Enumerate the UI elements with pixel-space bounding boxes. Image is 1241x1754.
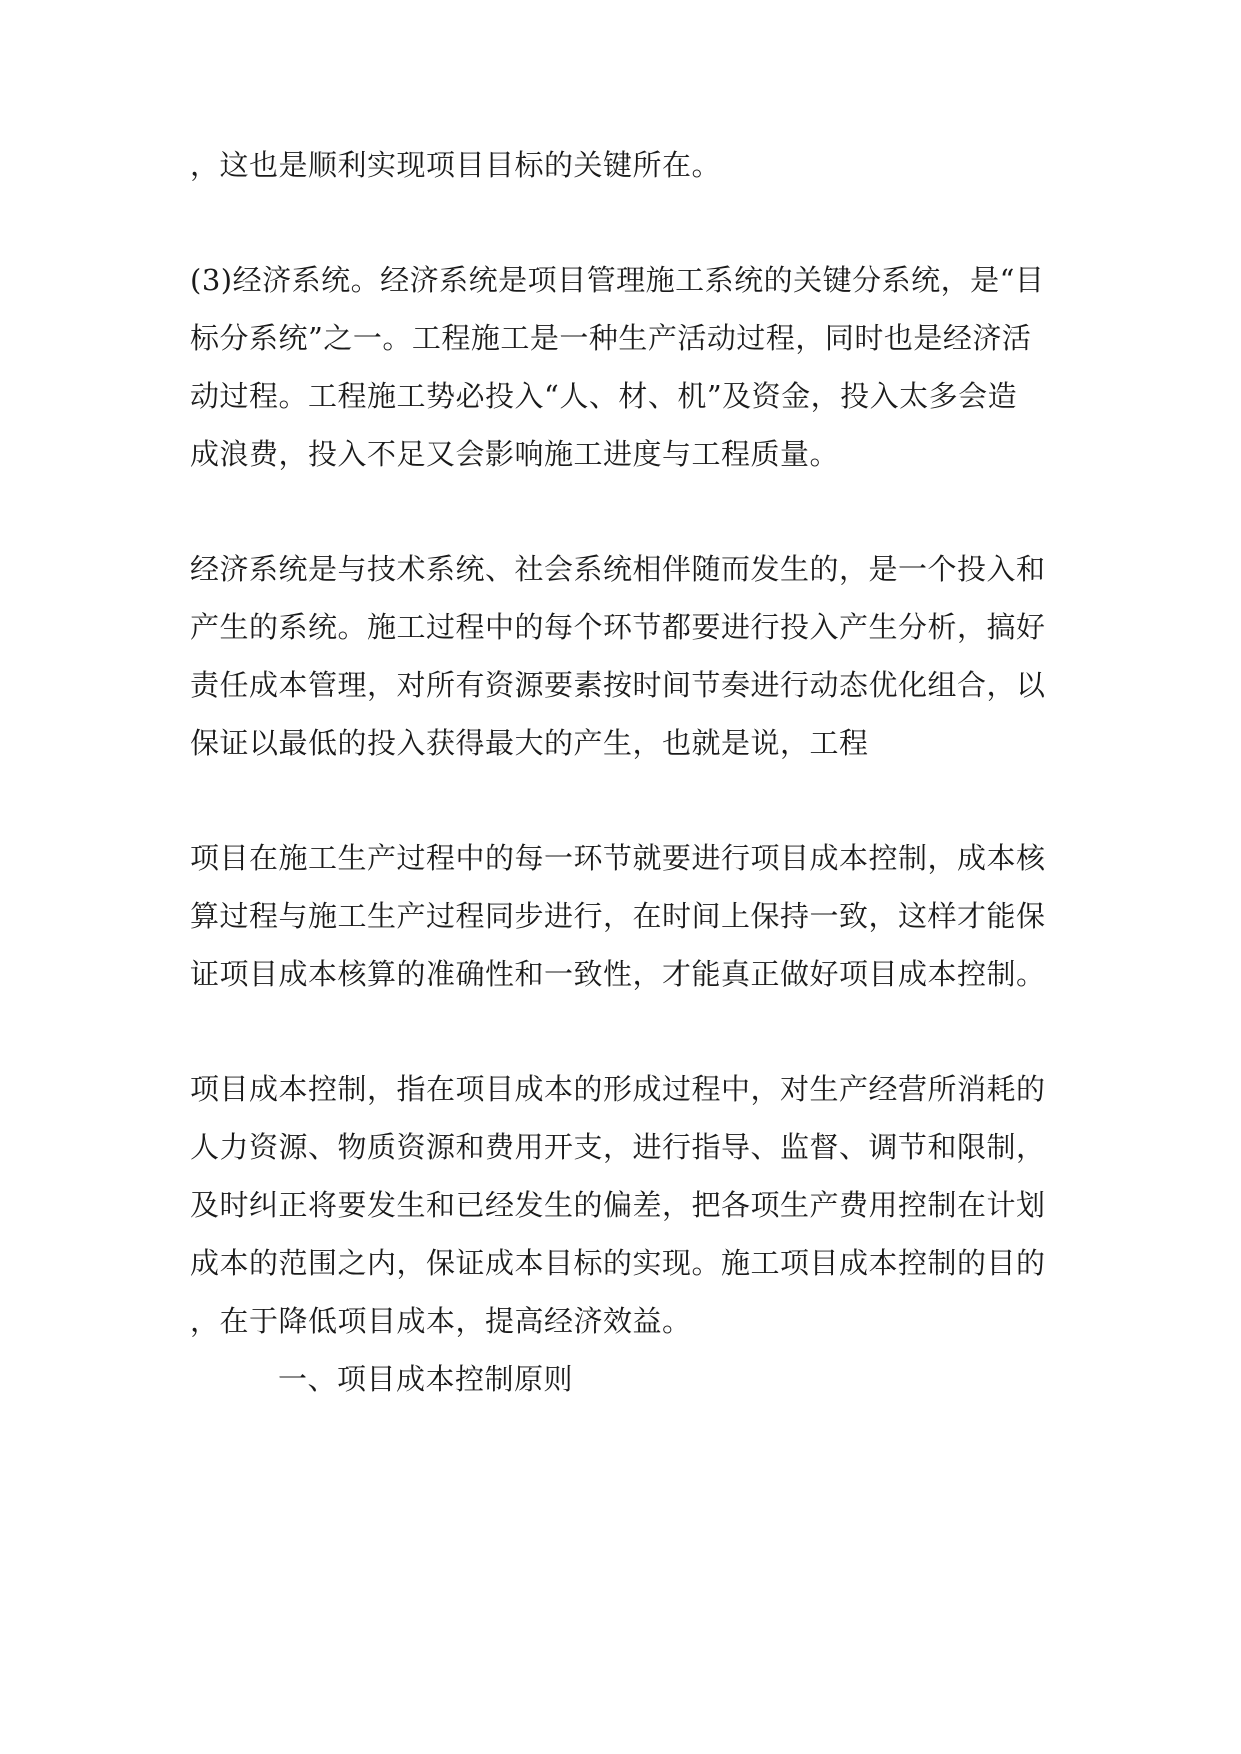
paragraph-5-line-5: ，在于降低项目成本，提高经济效益。 <box>190 1304 692 1338</box>
paragraph-5-line-1: 项目成本控制，指在项目成本的形成过程中，对生产经营所消耗的 <box>190 1072 1046 1106</box>
paragraph-3-line-3: 责任成本管理，对所有资源要素按时间节奏进行动态优化组合，以 <box>190 668 1046 702</box>
paragraph-3-line-4: 保证以最低的投入获得最大的产生，也就是说，工程 <box>190 726 869 760</box>
paragraph-2-line-1: (3)经济系统。经济系统是项目管理施工系统的关键分系统，是“目 <box>190 263 1045 297</box>
paragraph-5-line-3: 及时纠正将要发生和已经发生的偏差，把各项生产费用控制在计划 <box>190 1188 1046 1222</box>
paragraph-4-line-3: 证项目成本核算的准确性和一致性，才能真正做好项目成本控制。 <box>190 957 1046 991</box>
paragraph-5-line-2: 人力资源、物质资源和费用开支，进行指导、监督、调节和限制， <box>190 1130 1046 1164</box>
paragraph-2-line-2: 标分系统”之一。工程施工是一种生产活动过程，同时也是经济活 <box>190 321 1032 355</box>
paragraph-4-line-2: 算过程与施工生产过程同步进行，在时间上保持一致，这样才能保 <box>190 899 1046 933</box>
paragraph-4-line-1: 项目在施工生产过程中的每一环节就要进行项目成本控制，成本核 <box>190 841 1046 875</box>
paragraph-3-line-1: 经济系统是与技术系统、社会系统相伴随而发生的，是一个投入和 <box>190 552 1046 586</box>
section-heading: 一、项目成本控制原则 <box>278 1362 574 1396</box>
paragraph-5-line-4: 成本的范围之内，保证成本目标的实现。施工项目成本控制的目的 <box>190 1246 1046 1280</box>
paragraph-2-line-3: 动过程。工程施工势必投入“人、材、机”及资金，投入太多会造 <box>190 379 1018 413</box>
paragraph-1-line-1: ，这也是顺利实现项目目标的关键所在。 <box>190 148 722 182</box>
paragraph-3-line-2: 产生的系统。施工过程中的每个环节都要进行投入产生分析，搞好 <box>190 610 1046 644</box>
paragraph-2-line-4: 成浪费，投入不足又会影响施工进度与工程质量。 <box>190 437 840 471</box>
